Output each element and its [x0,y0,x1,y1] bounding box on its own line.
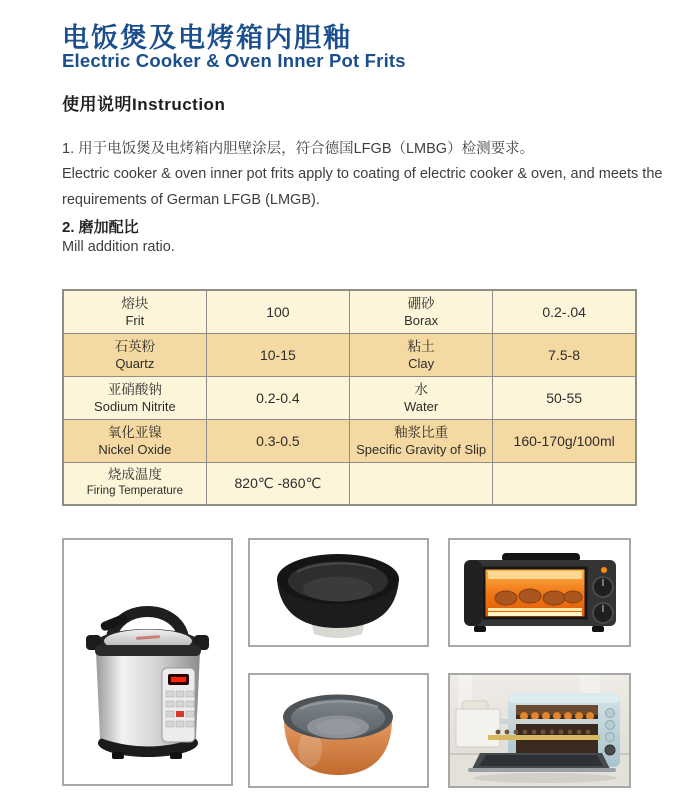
blue-oven-image [450,675,629,786]
product-image-toaster-oven [448,538,631,647]
copper-inner-pot-image [250,675,427,786]
mill-addition-table [62,289,637,506]
instruction-heading: 使用说明Instruction [62,95,226,114]
table-row [63,290,636,333]
table-cell-value: 160-170g/100ml [493,419,636,462]
table-cell-label: 熔块 Frit [63,290,206,333]
instruction-paragraph [62,137,674,213]
product-image-blue-oven [448,673,631,788]
toaster-oven-image [450,540,629,645]
table-cell-label: 粘土 Clay [350,333,493,376]
table-cell-label: 氧化亚镍 Nickel Oxide [63,419,206,462]
table-cell-label: 釉浆比重 Specific Gravity of Slip [350,419,493,462]
table-cell-value: 50-55 [493,376,636,419]
pressure-cooker-image [64,540,231,784]
table-cell-value: 7.5-8 [493,333,636,376]
product-image-black-pot [248,538,429,647]
table-row [63,462,636,505]
instruction-step2-zh: 2. 磨加配比 [62,219,139,236]
black-inner-pot-image [250,540,427,645]
table-cell-label: 石英粉 Quartz [63,333,206,376]
table-row [63,419,636,462]
table-cell-value: 0.3-0.5 [206,419,349,462]
table-cell-label: 水 Water [350,376,493,419]
instruction-step1-zh: 1. 用于电饭煲及电烤箱内胆壁涂层，符合德国LFGB（LMBG）检测要求。 [62,141,535,157]
table-row [63,333,636,376]
table-cell-value [493,462,636,505]
instruction-step1-en-line2: requirements of German LFGB (LMGB). [62,191,320,208]
page-title-zh: 电饭煲及电烤箱内胆釉 [62,23,352,53]
page-title-en: Electric Cooker & Oven Inner Pot Frits [62,50,406,71]
table-cell-value: 820℃ -860℃ [206,462,349,505]
table-cell-value: 0.2-0.4 [206,376,349,419]
table-cell-value: 100 [206,290,349,333]
product-image-copper-pot [248,673,429,788]
table-cell-label: 烧成温度 Firing Temperature [63,462,206,505]
table-cell-label: 亚硝酸钠 Sodium Nitrite [63,376,206,419]
instruction-step2-en: Mill addition ratio. [62,239,175,255]
table-row [63,376,636,419]
table-cell-label [350,462,493,505]
table-cell-value: 10-15 [206,333,349,376]
table-cell-value: 0.2-.04 [493,290,636,333]
instruction-step1-en-line1: Electric cooker & oven inner pot frits apply to coating of electric cooker & oven, and meets the [62,166,663,182]
product-image-pressure-cooker [62,538,233,786]
table-cell-label: 硼砂 Borax [350,290,493,333]
